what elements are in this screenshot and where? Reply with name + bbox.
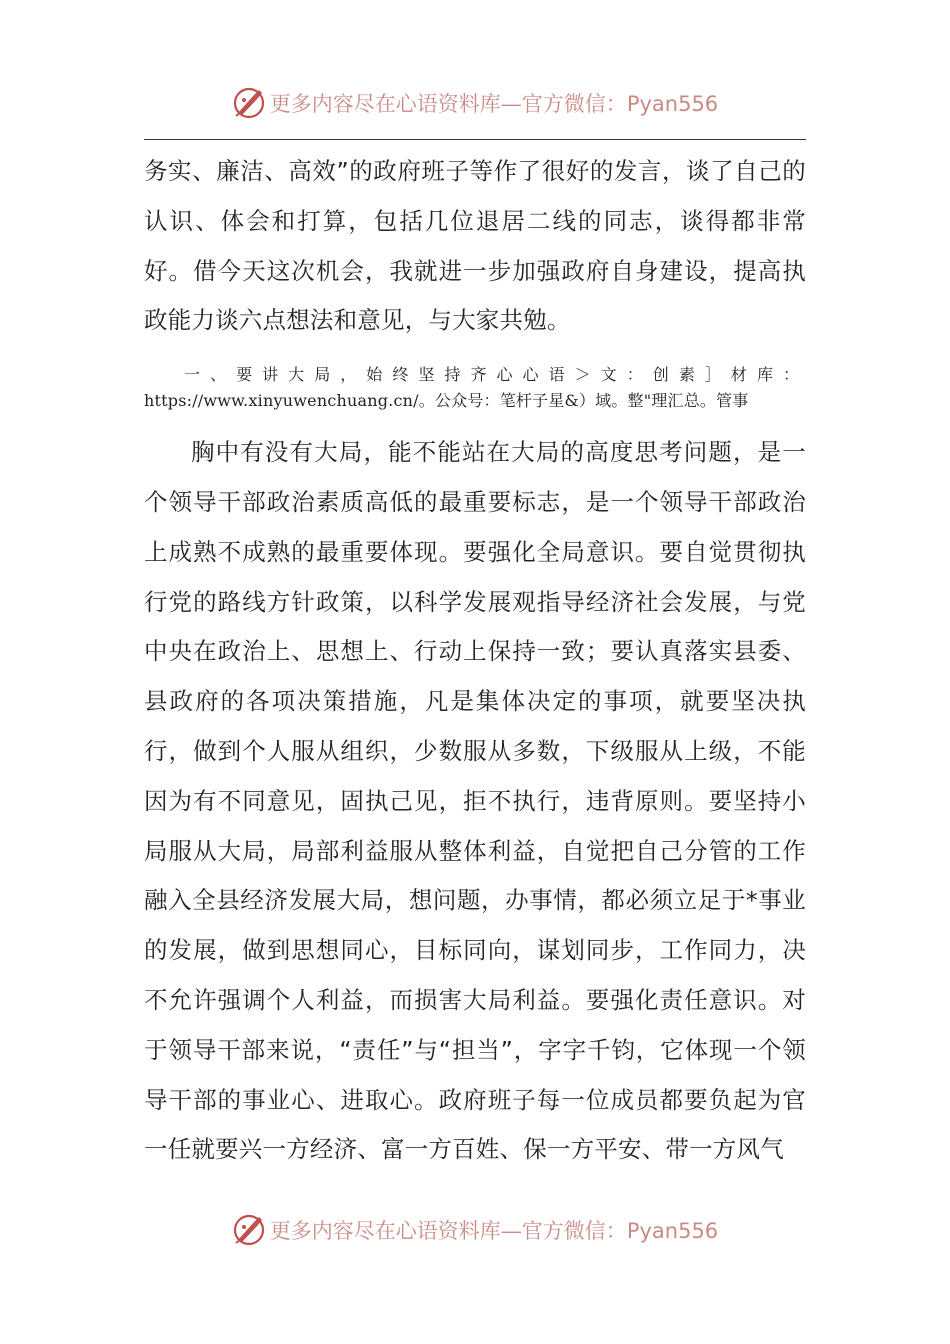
header-divider — [144, 139, 806, 140]
paragraph-1: 务实、廉洁、高效”的政府班子等作了很好的发言，谈了自己的认识、体会和打算，包括几位退居二线的同志，谈得都非常好。借今天这次机会，我就进一步加强政府自身建设，提高执政能力谈六点想法和意见，与大家共勉。 — [144, 157, 806, 335]
footer-banner — [0, 1205, 950, 1255]
footer-banner-label: 更多内容尽在心语资料库—官方微信： — [269, 1219, 627, 1243]
paragraph-2: 胸中有没有大局，能不能站在大局的高度思考问题，是一个领导干部政治素质高低的最重要标志，是一个领导干部政治上成熟不成熟的最重要体现。要强化全局意识。要自觉贯彻执行党的路线方针政策，以科学发展观指导经济社会发展，与党中央在政治上、思想上、行动上保持一致；要认真落实县委、县政府的各项决策措施，凡是集体决定的事项，就要坚决执行，做到个人服从组织，少数服从多数，下级服从上级，不能因为有不同意见，固执己见，拒不执行，违背原则。要坚持小局服从大局，局部利益服从整体利益，自觉把自己分管的工作融入全县经济发展大局，想问题，办事情，都必须立足于*事业的发展，做到思想同心，目标同向，谋划同步，工作同力，决不允许强调个人利益，而损害大局利益。要强化责任意识。对于领导干部来说，“责任”与“担当”，字字千钧，它体现一个领导干部的事业心、进取心。政府班子每一位成员都要负起为官一任就要兴一方经济、富一方百姓、保一方平安、带一方风气 — [144, 438, 806, 1164]
section-heading-title: 一、要讲大局，始终坚持齐心心语＞文：创素］材库： — [184, 365, 806, 385]
pen-logo-icon — [232, 86, 266, 120]
footer-banner-text — [270, 1215, 718, 1245]
header-banner-label: 更多内容尽在心语资料库—官方微信： — [269, 92, 627, 116]
section-heading — [144, 362, 806, 414]
header-banner-text — [270, 88, 718, 118]
pen-logo-icon — [232, 1213, 266, 1247]
document-body — [144, 147, 806, 1175]
header-wechat-id: Pyan556 — [626, 92, 719, 116]
header-banner — [0, 78, 950, 128]
section-heading-source: https://www.xinyuwenchuang.cn/。公众号：笔杆子星&）域。整"理汇总。管事 — [144, 391, 749, 411]
footer-wechat-id: Pyan556 — [626, 1219, 719, 1243]
